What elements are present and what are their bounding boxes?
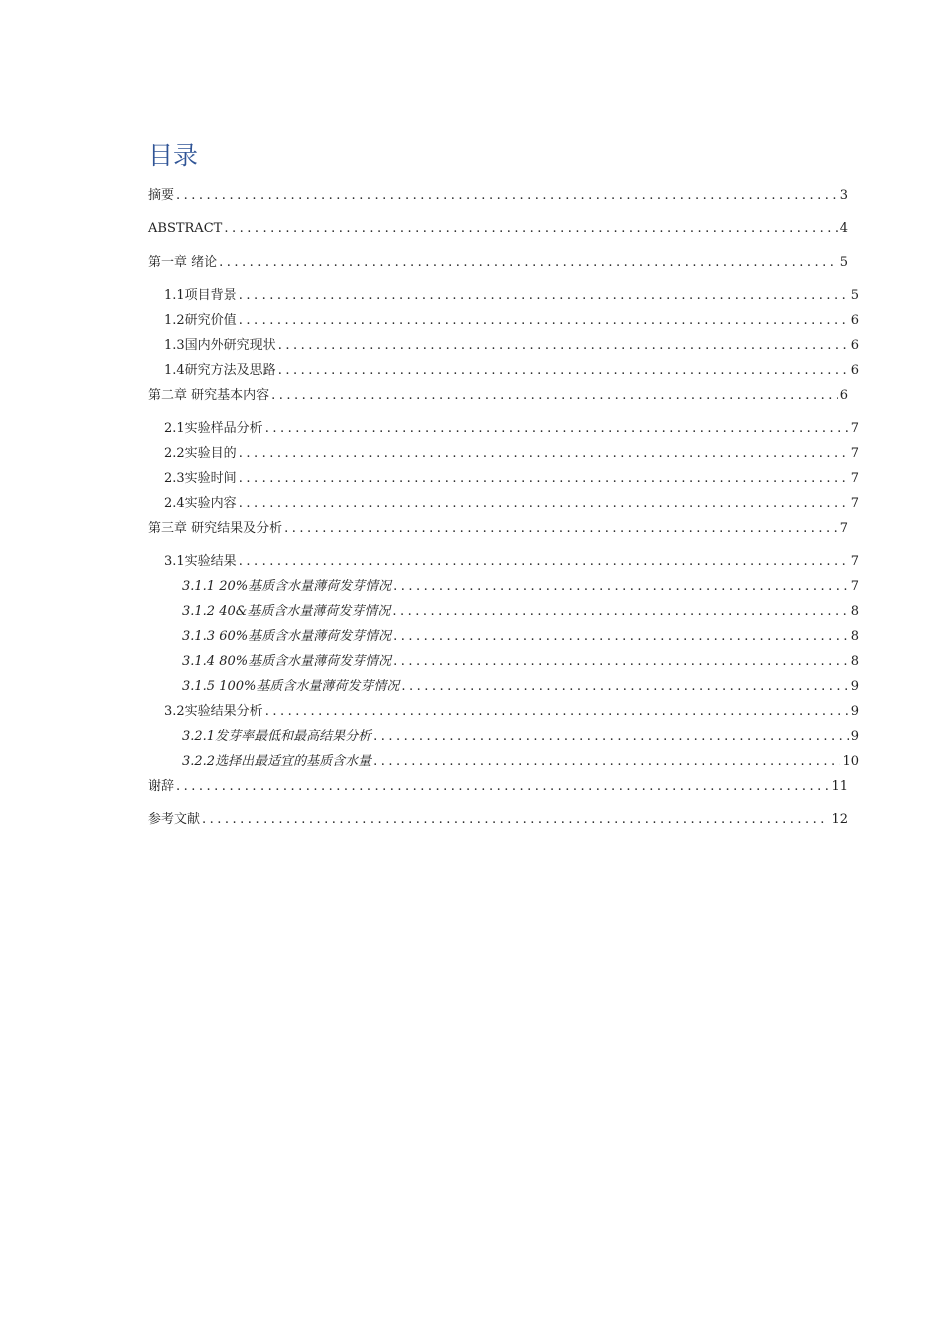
- toc-page-number: 9: [850, 729, 859, 744]
- toc-dot-leader: [239, 312, 849, 330]
- toc-entry-3-1-3[interactable]: [182, 628, 859, 646]
- toc-page-number: 8: [850, 604, 859, 619]
- toc-page-number: 4: [839, 221, 848, 236]
- toc-page-number: 3: [839, 188, 848, 203]
- toc-entry-acknowledgements[interactable]: [148, 778, 848, 796]
- toc-dot-leader: [393, 628, 849, 646]
- toc-entry-2-2[interactable]: [164, 445, 859, 463]
- toc-entry-label[interactable]: 3.1.3 60%基质含水量薄荷发芽情况: [182, 629, 392, 644]
- toc-dot-leader: [393, 653, 849, 671]
- toc-page-number: 12: [831, 812, 848, 827]
- toc-entry-label[interactable]: 谢辞: [148, 779, 175, 794]
- toc-dot-leader: [239, 553, 849, 571]
- toc-entry-label[interactable]: 1.1项目背景: [164, 288, 237, 303]
- toc-entry-label[interactable]: 1.3国内外研究现状: [164, 338, 276, 353]
- toc-entry-2-1[interactable]: [164, 420, 859, 438]
- toc-entry-label[interactable]: 1.4研究方法及思路: [164, 363, 276, 378]
- toc-page-number: 7: [850, 471, 859, 486]
- toc-entry-label[interactable]: 1.2研究价值: [164, 313, 237, 328]
- toc-entry-label[interactable]: 第一章 绪论: [148, 255, 218, 270]
- toc-dot-leader: [373, 728, 849, 746]
- toc-dot-leader: [392, 603, 848, 621]
- toc-page-number: 7: [850, 554, 859, 569]
- toc-page-number: 7: [850, 421, 859, 436]
- toc-entry-3-2-1[interactable]: [182, 728, 859, 746]
- toc-dot-leader: [265, 703, 849, 721]
- toc-entry-2-4[interactable]: [164, 495, 859, 513]
- toc-page-number: 11: [831, 779, 848, 794]
- toc-page-number: 6: [839, 388, 848, 403]
- toc-page-number: 7: [850, 496, 859, 511]
- toc-dot-leader: [224, 220, 837, 238]
- toc-entry-1-3[interactable]: [164, 337, 859, 355]
- toc-entry-2-3[interactable]: [164, 470, 859, 488]
- toc-entry-label[interactable]: 3.1.1 20%基质含水量薄荷发芽情况: [182, 579, 392, 594]
- toc-dot-leader: [176, 778, 829, 796]
- toc-dot-leader: [401, 678, 848, 696]
- toc-entry-3-1[interactable]: [164, 553, 859, 571]
- toc-page-number: 8: [850, 654, 859, 669]
- toc-entry-label[interactable]: 3.1.4 80%基质含水量薄荷发芽情况: [182, 654, 392, 669]
- toc-page-number: 9: [850, 704, 859, 719]
- toc-dot-leader: [278, 362, 849, 380]
- toc-entry-label[interactable]: 3.2.1发芽率最低和最高结果分析: [182, 729, 372, 744]
- toc-page-number: 6: [850, 338, 859, 353]
- toc-dot-leader: [278, 337, 849, 355]
- toc-page-number: 8: [850, 629, 859, 644]
- toc-page-number: 7: [839, 521, 848, 536]
- toc-page-number: 6: [850, 313, 859, 328]
- toc-entry-3-2[interactable]: [164, 703, 859, 721]
- toc-entry-chapter-1[interactable]: [148, 254, 848, 272]
- toc-entry-chapter-3[interactable]: [148, 520, 848, 538]
- toc-entry-label[interactable]: 2.4实验内容: [164, 496, 237, 511]
- toc-entry-label[interactable]: 3.1实验结果: [164, 554, 237, 569]
- toc-entry-1-2[interactable]: [164, 312, 859, 330]
- toc-entry-label[interactable]: 3.1.5 100%基质含水量薄荷发芽情况: [182, 679, 400, 694]
- toc-page-number: 7: [850, 446, 859, 461]
- toc-page-number: 10: [842, 754, 859, 769]
- toc-dot-leader: [239, 287, 849, 305]
- toc-entry-label[interactable]: 参考文献: [148, 812, 201, 827]
- toc-entry-label[interactable]: 2.1实验样品分析: [164, 421, 263, 436]
- toc-entry-label[interactable]: 3.1.2 40&基质含水量薄荷发芽情况: [182, 604, 391, 619]
- toc-entry-1-4[interactable]: [164, 362, 859, 380]
- toc-entry-chapter-2[interactable]: [148, 387, 848, 405]
- toc-entry-label[interactable]: 第二章 研究基本内容: [148, 388, 270, 403]
- toc-entry-label[interactable]: 摘要: [148, 188, 175, 203]
- toc-dot-leader: [239, 495, 849, 513]
- toc-page-number: 5: [850, 288, 859, 303]
- toc-entry-label[interactable]: ABSTRACT: [148, 221, 223, 236]
- toc-entry-label[interactable]: 第三章 研究结果及分析: [148, 521, 283, 536]
- toc-title: 目录: [148, 141, 199, 170]
- toc-entry-abstract-en[interactable]: [148, 220, 848, 238]
- toc-dot-leader: [219, 254, 838, 272]
- toc-entry-label[interactable]: 2.2实验目的: [164, 446, 237, 461]
- toc-dot-leader: [271, 387, 838, 405]
- toc-entry-label[interactable]: 3.2实验结果分析: [164, 704, 263, 719]
- toc-entry-3-2-2[interactable]: [182, 753, 859, 771]
- toc-entry-label[interactable]: 2.3实验时间: [164, 471, 237, 486]
- toc-dot-leader: [176, 187, 838, 205]
- toc-dot-leader: [239, 445, 849, 463]
- toc-dot-leader: [284, 520, 838, 538]
- toc-page-number: 9: [850, 679, 859, 694]
- toc-entry-3-1-5[interactable]: [182, 678, 859, 696]
- toc-entry-label[interactable]: 3.2.2选择出最适宜的基质含水量: [182, 754, 372, 769]
- toc-dot-leader: [373, 753, 840, 771]
- toc-dot-leader: [202, 811, 829, 829]
- toc-page-number: 5: [839, 255, 848, 270]
- toc-entry-abstract-cn[interactable]: [148, 187, 848, 205]
- toc-entry-references[interactable]: [148, 811, 848, 829]
- toc-entry-3-1-2[interactable]: [182, 603, 859, 621]
- toc-entry-3-1-1[interactable]: [182, 578, 859, 596]
- toc-dot-leader: [239, 470, 849, 488]
- toc-dot-leader: [265, 420, 849, 438]
- toc-entry-3-1-4[interactable]: [182, 653, 859, 671]
- toc-page-number: 6: [850, 363, 859, 378]
- toc-page-number: 7: [850, 579, 859, 594]
- toc-entry-1-1[interactable]: [164, 287, 859, 305]
- toc-dot-leader: [393, 578, 849, 596]
